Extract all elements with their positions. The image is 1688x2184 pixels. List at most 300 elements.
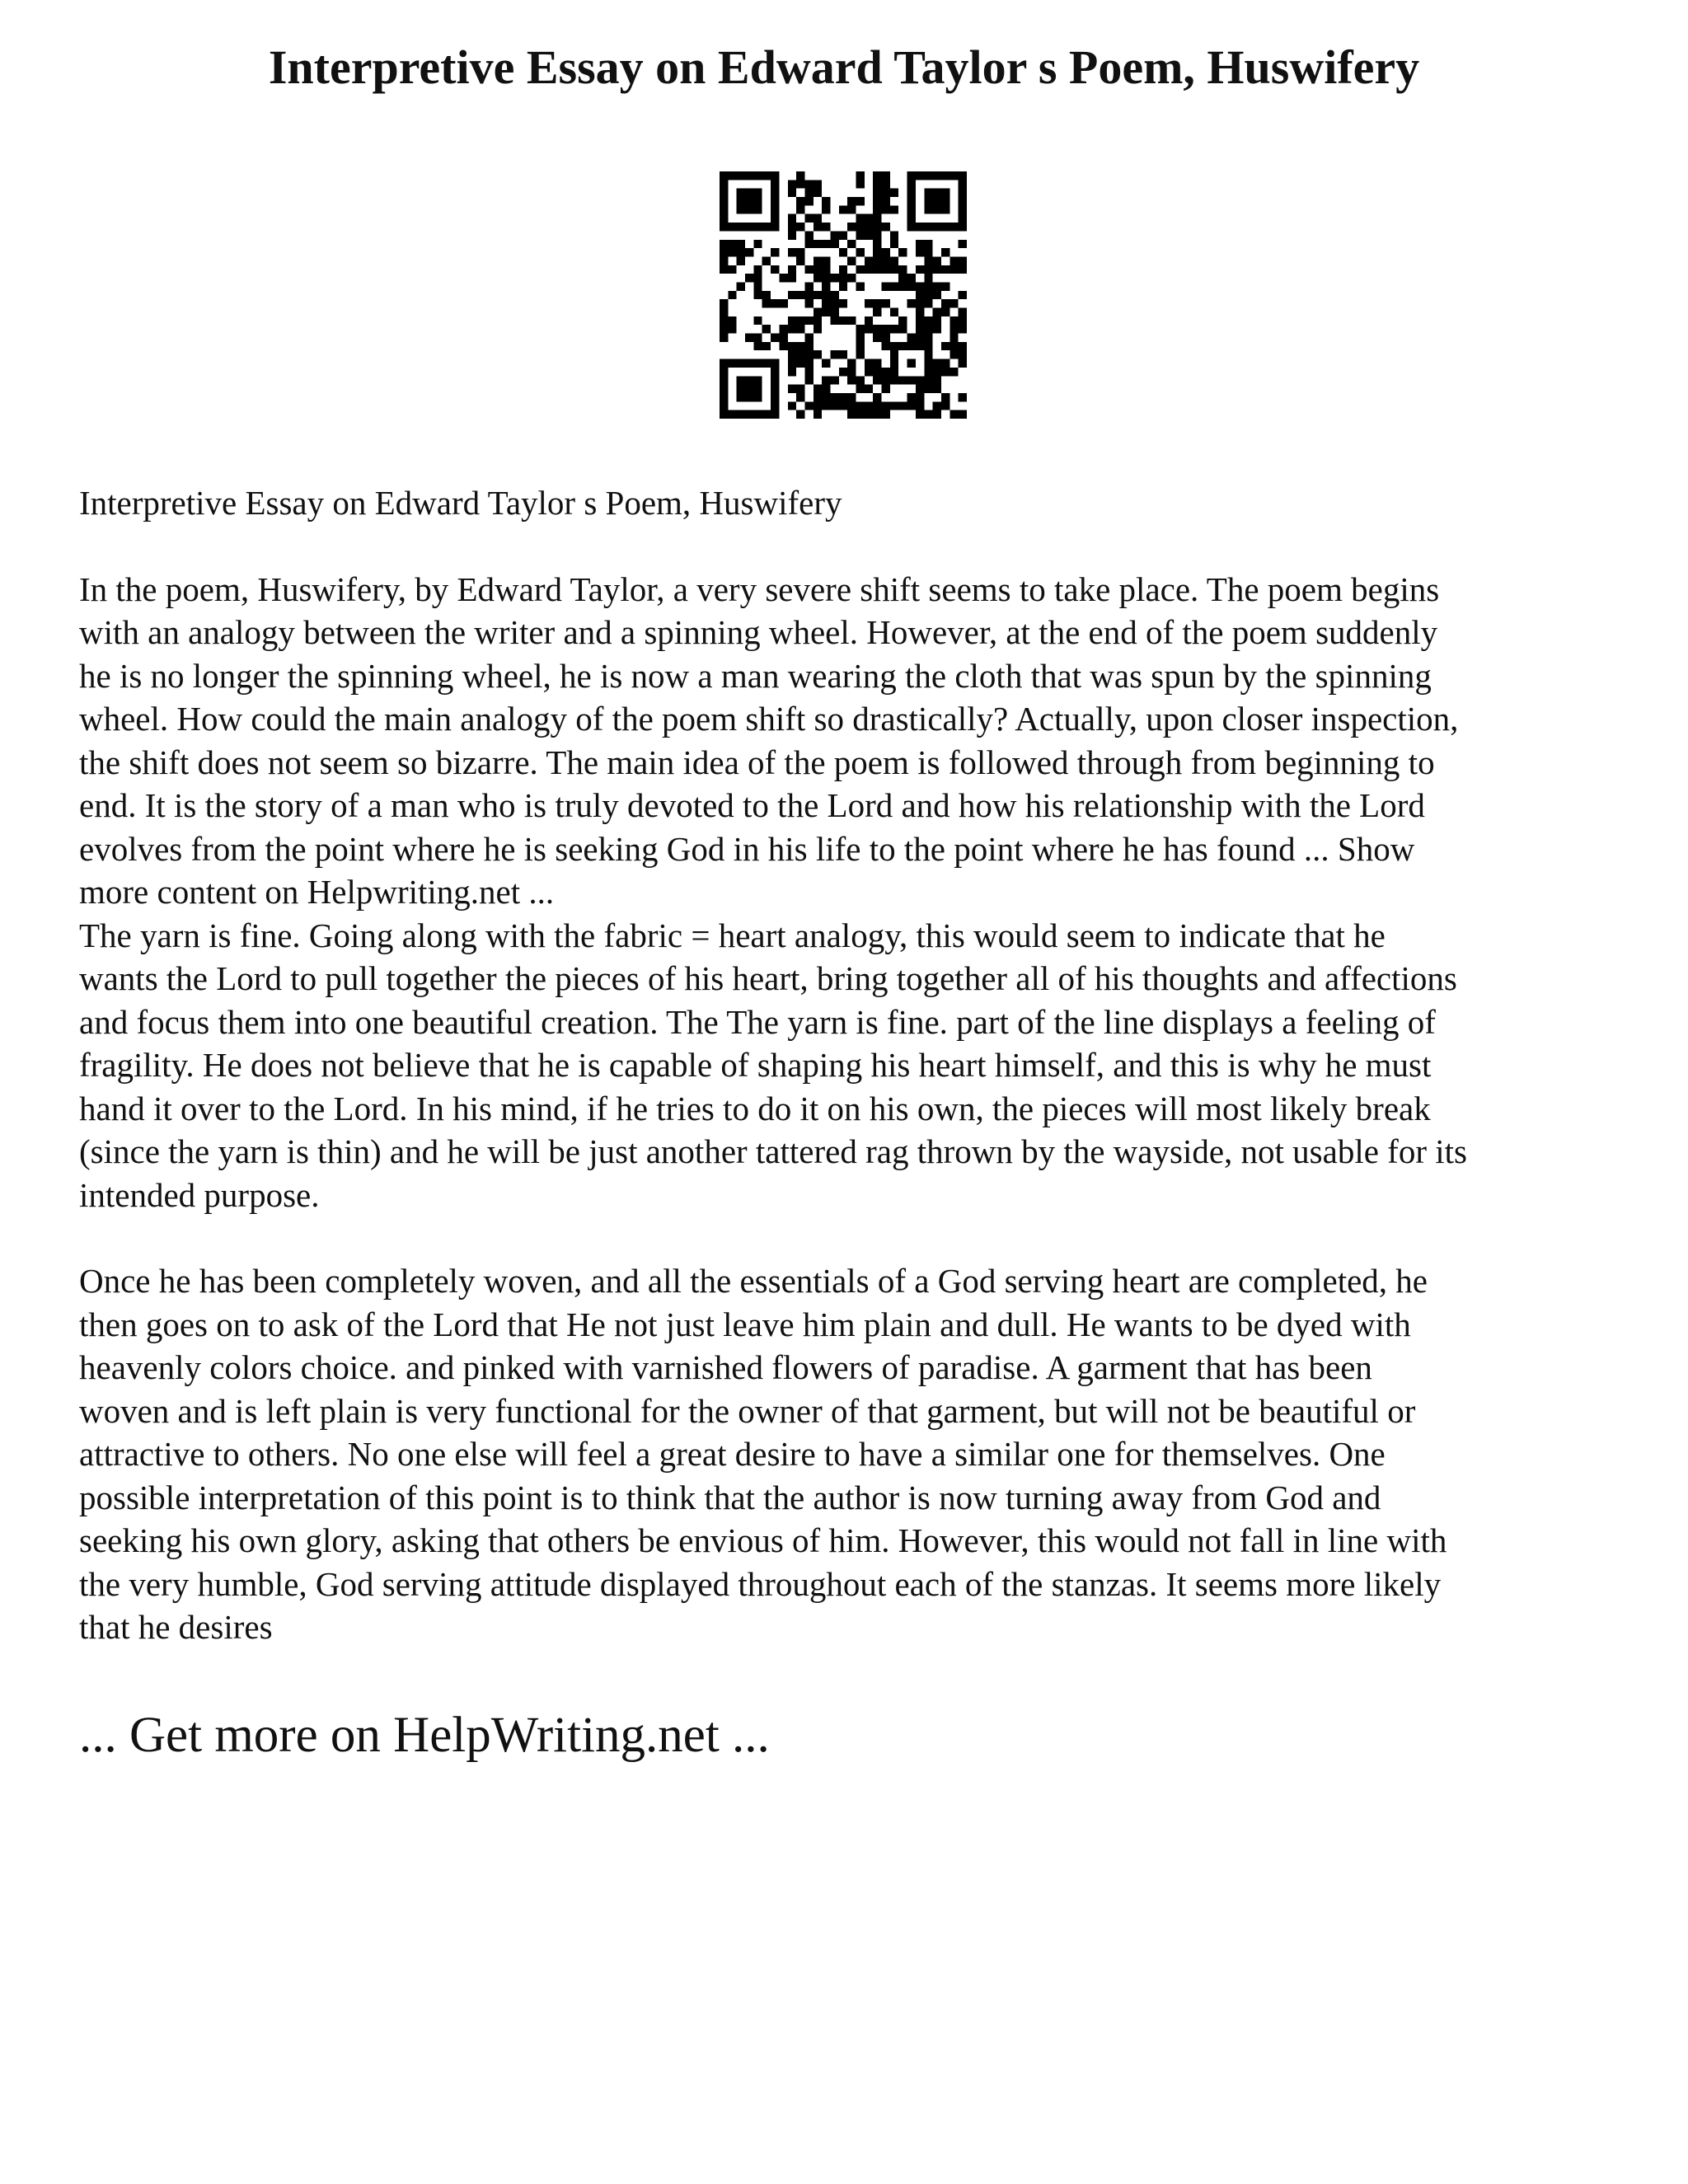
qr-module bbox=[839, 350, 847, 359]
qr-module bbox=[959, 180, 967, 188]
paragraph-line: he is no longer the spinning wheel, he is now a man wearing the cloth that was spun by the spinning bbox=[79, 656, 1432, 695]
paragraph-line: end. It is the story of a man who is truly devoted to the Lord and how his relationship with the Lord bbox=[79, 786, 1425, 824]
qr-module bbox=[830, 401, 838, 410]
qr-module bbox=[924, 282, 932, 290]
qr-module bbox=[814, 189, 822, 197]
qr-module bbox=[796, 359, 804, 368]
qr-module bbox=[804, 316, 813, 325]
qr-module bbox=[720, 401, 728, 410]
qr-module bbox=[882, 368, 890, 376]
qr-module bbox=[890, 256, 898, 265]
qr-module bbox=[959, 171, 967, 180]
qr-module bbox=[771, 393, 779, 401]
qr-module bbox=[933, 265, 941, 274]
qr-module bbox=[898, 376, 907, 384]
qr-module bbox=[916, 265, 924, 274]
qr-module bbox=[814, 308, 822, 316]
qr-module bbox=[804, 180, 813, 188]
qr-module bbox=[933, 401, 941, 410]
qr-module bbox=[856, 282, 865, 290]
qr-module bbox=[941, 197, 950, 205]
qr-module bbox=[720, 368, 728, 376]
paragraph-line: then goes on to ask of the Lord that He not just leave him plain and dull. He wants to be dyed with bbox=[79, 1305, 1411, 1343]
qr-module bbox=[788, 401, 796, 410]
qr-module bbox=[924, 189, 932, 197]
qr-module bbox=[865, 299, 873, 307]
qr-module bbox=[814, 256, 822, 265]
qr-module bbox=[924, 368, 932, 376]
qr-module bbox=[814, 401, 822, 410]
qr-module bbox=[856, 385, 865, 393]
qr-module bbox=[737, 205, 745, 213]
qr-module bbox=[753, 171, 762, 180]
qr-module bbox=[873, 256, 881, 265]
qr-module bbox=[788, 248, 796, 256]
qr-module bbox=[796, 291, 804, 299]
qr-module bbox=[916, 325, 924, 333]
qr-module bbox=[822, 393, 830, 401]
qr-module bbox=[788, 316, 796, 325]
qr-module bbox=[873, 223, 881, 231]
qr-module bbox=[882, 325, 890, 333]
qr-module bbox=[779, 274, 787, 282]
paragraph-line: heavenly colors choice. and pinked with varnished flowers of paradise. A garment that has been bbox=[79, 1348, 1372, 1386]
qr-module bbox=[950, 410, 958, 419]
qr-module bbox=[753, 274, 762, 282]
qr-module bbox=[924, 299, 932, 307]
qr-module bbox=[882, 410, 890, 419]
qr-module bbox=[950, 368, 958, 376]
paragraph-line: that he desires bbox=[79, 1608, 273, 1646]
qr-module bbox=[933, 291, 941, 299]
essay-paragraph-3 bbox=[79, 1259, 1629, 1649]
qr-module bbox=[873, 180, 881, 188]
qr-module bbox=[762, 410, 771, 419]
qr-module bbox=[822, 256, 830, 265]
qr-module bbox=[907, 342, 916, 350]
qr-module bbox=[788, 231, 796, 239]
qr-module bbox=[762, 325, 771, 333]
qr-module bbox=[839, 248, 847, 256]
qr-module bbox=[771, 223, 779, 231]
qr-module bbox=[873, 189, 881, 197]
qr-module bbox=[873, 393, 881, 401]
qr-module bbox=[916, 342, 924, 350]
qr-module bbox=[745, 205, 753, 213]
paragraph-line: and focus them into one beautiful creation. The The yarn is fine. part of the line displays a feeling of bbox=[79, 1002, 1436, 1041]
qr-module bbox=[873, 214, 881, 223]
qr-module bbox=[745, 248, 753, 256]
qr-module bbox=[720, 240, 728, 248]
qr-module bbox=[959, 197, 967, 205]
qr-module bbox=[720, 410, 728, 419]
qr-module bbox=[745, 359, 753, 368]
qr-module bbox=[737, 197, 745, 205]
qr-module bbox=[933, 282, 941, 290]
qr-module bbox=[822, 385, 830, 393]
qr-module bbox=[796, 410, 804, 419]
paragraph-line: fragility. He does not believe that he is capable of shaping his heart himself, and this is why he must bbox=[79, 1046, 1432, 1084]
qr-module bbox=[796, 248, 804, 256]
qr-module bbox=[916, 401, 924, 410]
qr-module bbox=[771, 180, 779, 188]
qr-module bbox=[941, 342, 950, 350]
qr-module bbox=[822, 240, 830, 248]
qr-module bbox=[822, 223, 830, 231]
qr-module bbox=[788, 265, 796, 274]
qr-module bbox=[830, 316, 838, 325]
qr-module bbox=[941, 308, 950, 316]
qr-module bbox=[907, 376, 916, 384]
qr-module bbox=[720, 223, 728, 231]
qr-module bbox=[745, 393, 753, 401]
qr-module bbox=[941, 282, 950, 290]
qr-module bbox=[822, 274, 830, 282]
qr-module bbox=[839, 274, 847, 282]
qr-module bbox=[856, 248, 865, 256]
qr-module bbox=[933, 376, 941, 384]
paragraph-line: the very humble, God serving attitude displayed throughout each of the stanzas. It seems more likely bbox=[79, 1564, 1442, 1603]
qr-module bbox=[771, 197, 779, 205]
qr-module bbox=[924, 376, 932, 384]
qr-module bbox=[890, 231, 898, 239]
qr-module bbox=[916, 223, 924, 231]
qr-module bbox=[796, 316, 804, 325]
qr-module bbox=[882, 376, 890, 384]
qr-module bbox=[865, 231, 873, 239]
qr-module bbox=[933, 205, 941, 213]
qr-module bbox=[907, 393, 916, 401]
qr-module bbox=[856, 265, 865, 274]
qr-module bbox=[882, 265, 890, 274]
qr-module bbox=[830, 291, 838, 299]
qr-module bbox=[950, 334, 958, 342]
qr-module bbox=[804, 401, 813, 410]
qr-module bbox=[804, 197, 813, 205]
qr-module bbox=[745, 410, 753, 419]
paragraph-line: woven and is left plain is very functional for the owner of that garment, but will not be beautiful or bbox=[79, 1391, 1416, 1430]
qr-module bbox=[856, 197, 865, 205]
qr-module bbox=[873, 299, 881, 307]
qr-module bbox=[916, 308, 924, 316]
qr-module bbox=[822, 376, 830, 384]
qr-module bbox=[745, 197, 753, 205]
qr-module bbox=[882, 282, 890, 290]
qr-module bbox=[814, 223, 822, 231]
qr-module bbox=[753, 410, 762, 419]
qr-module bbox=[924, 240, 932, 248]
qr-module bbox=[804, 240, 813, 248]
qr-module bbox=[847, 223, 856, 231]
qr-code-graphic bbox=[720, 171, 967, 419]
get-more-link[interactable]: ... Get more on HelpWriting.net ... bbox=[79, 1708, 770, 1763]
qr-module bbox=[924, 197, 932, 205]
qr-module bbox=[856, 180, 865, 188]
qr-module bbox=[822, 197, 830, 205]
qr-module bbox=[847, 316, 856, 325]
essay-subtitle: Interpretive Essay on Edward Taylor s Poem, Huswifery bbox=[79, 484, 842, 522]
qr-module bbox=[847, 368, 856, 376]
qr-module bbox=[720, 325, 728, 333]
qr-module bbox=[941, 393, 950, 401]
qr-module bbox=[933, 197, 941, 205]
qr-module bbox=[830, 299, 838, 307]
qr-module bbox=[959, 316, 967, 325]
qr-module bbox=[924, 410, 932, 419]
qr-module bbox=[898, 342, 907, 350]
qr-module bbox=[856, 401, 865, 410]
qr-module bbox=[856, 334, 865, 342]
qr-module bbox=[898, 265, 907, 274]
qr-module bbox=[959, 256, 967, 265]
qr-module bbox=[873, 240, 881, 248]
qr-module bbox=[898, 325, 907, 333]
qr-module bbox=[898, 248, 907, 256]
qr-module bbox=[907, 359, 916, 368]
qr-module bbox=[882, 171, 890, 180]
qr-module bbox=[847, 256, 856, 265]
qr-module bbox=[950, 171, 958, 180]
qr-module bbox=[737, 256, 745, 265]
qr-module bbox=[720, 205, 728, 213]
qr-module bbox=[882, 256, 890, 265]
qr-module bbox=[882, 299, 890, 307]
qr-module bbox=[856, 171, 865, 180]
qr-module bbox=[737, 223, 745, 231]
qr-module bbox=[941, 401, 950, 410]
qr-module bbox=[753, 359, 762, 368]
qr-module bbox=[753, 205, 762, 213]
qr-module bbox=[933, 325, 941, 333]
qr-module bbox=[839, 265, 847, 274]
qr-module bbox=[856, 350, 865, 359]
qr-module bbox=[916, 171, 924, 180]
paragraph-line: the shift does not seem so bizarre. The main idea of the poem is followed through from beginning to bbox=[79, 743, 1435, 781]
qr-module bbox=[950, 299, 958, 307]
qr-module bbox=[720, 376, 728, 384]
qr-module bbox=[959, 393, 967, 401]
qr-module bbox=[814, 240, 822, 248]
qr-module bbox=[788, 342, 796, 350]
qr-module bbox=[839, 368, 847, 376]
qr-module bbox=[771, 205, 779, 213]
qr-module bbox=[814, 410, 822, 419]
qr-module bbox=[830, 350, 838, 359]
qr-module bbox=[728, 265, 736, 274]
qr-module bbox=[950, 265, 958, 274]
qr-module bbox=[762, 359, 771, 368]
paragraph-line: In the poem, Huswifery, by Edward Taylor, a very severe shift seems to take place. The poem begins bbox=[79, 569, 1440, 608]
qr-module bbox=[788, 214, 796, 223]
qr-module bbox=[907, 205, 916, 213]
qr-module bbox=[720, 214, 728, 223]
qr-module bbox=[907, 180, 916, 188]
qr-module bbox=[737, 189, 745, 197]
qr-module bbox=[847, 401, 856, 410]
qr-module bbox=[804, 376, 813, 384]
qr-module bbox=[898, 282, 907, 290]
qr-module bbox=[745, 171, 753, 180]
essay-paragraph-1 bbox=[79, 568, 1629, 914]
qr-module bbox=[762, 342, 771, 350]
qr-module bbox=[873, 325, 881, 333]
qr-module bbox=[907, 334, 916, 342]
qr-module bbox=[796, 256, 804, 265]
qr-module bbox=[814, 274, 822, 282]
qr-module bbox=[788, 325, 796, 333]
qr-module bbox=[771, 214, 779, 223]
qr-module bbox=[959, 265, 967, 274]
qr-module bbox=[890, 359, 898, 368]
qr-module bbox=[856, 325, 865, 333]
qr-module bbox=[924, 265, 932, 274]
qr-module bbox=[847, 376, 856, 384]
qr-module bbox=[933, 256, 941, 265]
qr-module bbox=[933, 316, 941, 325]
qr-module bbox=[745, 223, 753, 231]
paragraph-line: hand it over to the Lord. In his mind, if he tries to do it on his own, the pieces will most likely break bbox=[79, 1089, 1431, 1127]
qr-module bbox=[720, 308, 728, 316]
qr-module bbox=[788, 291, 796, 299]
qr-code-icon bbox=[720, 171, 967, 419]
qr-module bbox=[804, 282, 813, 290]
qr-module bbox=[873, 410, 881, 419]
qr-module bbox=[830, 274, 838, 282]
paragraph-line: evolves from the point where he is seeking God in his life to the point where he has found ... Show bbox=[79, 829, 1415, 868]
qr-module bbox=[796, 393, 804, 401]
qr-module bbox=[728, 325, 736, 333]
paragraph-line: wheel. How could the main analogy of the poem shift so drastically? Actually, upon closer inspection, bbox=[79, 700, 1459, 738]
qr-module bbox=[830, 308, 838, 316]
qr-module bbox=[788, 223, 796, 231]
qr-module bbox=[796, 180, 804, 188]
qr-module bbox=[771, 410, 779, 419]
qr-module bbox=[865, 256, 873, 265]
qr-module bbox=[804, 342, 813, 350]
qr-module bbox=[924, 256, 932, 265]
qr-module bbox=[796, 385, 804, 393]
qr-module bbox=[924, 359, 932, 368]
qr-module bbox=[856, 223, 865, 231]
qr-module bbox=[873, 359, 881, 368]
qr-module bbox=[814, 350, 822, 359]
qr-module bbox=[916, 334, 924, 342]
qr-module bbox=[753, 240, 762, 248]
qr-module bbox=[924, 316, 932, 325]
paragraph-line: Once he has been completely woven, and all the essentials of a God serving heart are completed, he bbox=[79, 1262, 1428, 1300]
qr-module bbox=[890, 205, 898, 213]
qr-module bbox=[822, 265, 830, 274]
qr-module bbox=[950, 350, 958, 359]
qr-module bbox=[796, 325, 804, 333]
qr-module bbox=[873, 368, 881, 376]
qr-module bbox=[822, 299, 830, 307]
qr-module bbox=[907, 197, 916, 205]
qr-module bbox=[856, 342, 865, 350]
qr-module bbox=[822, 401, 830, 410]
qr-module bbox=[728, 223, 736, 231]
qr-module bbox=[916, 282, 924, 290]
qr-module bbox=[839, 401, 847, 410]
qr-module bbox=[728, 291, 736, 299]
qr-module bbox=[890, 308, 898, 316]
qr-module bbox=[890, 240, 898, 248]
qr-module bbox=[814, 265, 822, 274]
qr-module bbox=[865, 214, 873, 223]
paragraph-line: attractive to others. No one else will feel a great desire to have a similar one for themselves. One bbox=[79, 1435, 1386, 1473]
qr-module bbox=[873, 205, 881, 213]
qr-module bbox=[916, 299, 924, 307]
qr-module bbox=[856, 410, 865, 419]
qr-module bbox=[839, 205, 847, 213]
qr-module bbox=[959, 291, 967, 299]
qr-module bbox=[753, 197, 762, 205]
qr-module bbox=[753, 316, 762, 325]
essay-paragraph-2 bbox=[79, 914, 1629, 1217]
qr-module bbox=[830, 376, 838, 384]
qr-module bbox=[847, 240, 856, 248]
qr-module bbox=[924, 248, 932, 256]
qr-module bbox=[890, 376, 898, 384]
qr-module bbox=[924, 385, 932, 393]
qr-module bbox=[720, 248, 728, 256]
qr-module bbox=[796, 342, 804, 350]
qr-module bbox=[941, 171, 950, 180]
qr-module bbox=[753, 265, 762, 274]
qr-module bbox=[890, 401, 898, 410]
qr-module bbox=[822, 205, 830, 213]
qr-module bbox=[753, 291, 762, 299]
qr-module bbox=[865, 265, 873, 274]
qr-module bbox=[771, 368, 779, 376]
qr-module bbox=[771, 248, 779, 256]
qr-module bbox=[959, 205, 967, 213]
qr-module bbox=[916, 385, 924, 393]
qr-module bbox=[737, 385, 745, 393]
qr-module bbox=[771, 189, 779, 197]
qr-module bbox=[814, 214, 822, 223]
qr-module bbox=[933, 189, 941, 197]
qr-module bbox=[873, 308, 881, 316]
qr-module bbox=[753, 189, 762, 197]
qr-module bbox=[720, 189, 728, 197]
qr-module bbox=[737, 171, 745, 180]
qr-module bbox=[814, 393, 822, 401]
qr-module bbox=[916, 410, 924, 419]
qr-module bbox=[720, 385, 728, 393]
qr-module bbox=[788, 350, 796, 359]
qr-module bbox=[771, 385, 779, 393]
qr-module bbox=[873, 197, 881, 205]
qr-module bbox=[907, 223, 916, 231]
qr-module bbox=[720, 171, 728, 180]
qr-module bbox=[788, 385, 796, 393]
qr-module bbox=[865, 368, 873, 376]
qr-module bbox=[882, 342, 890, 350]
qr-module bbox=[728, 410, 736, 419]
qr-module bbox=[788, 189, 796, 197]
qr-module bbox=[788, 180, 796, 188]
qr-module bbox=[847, 205, 856, 213]
qr-module bbox=[916, 291, 924, 299]
qr-module bbox=[728, 316, 736, 325]
qr-module bbox=[737, 248, 745, 256]
qr-module bbox=[839, 299, 847, 307]
qr-module bbox=[865, 401, 873, 410]
qr-module bbox=[882, 197, 890, 205]
qr-module bbox=[771, 401, 779, 410]
qr-module bbox=[728, 171, 736, 180]
